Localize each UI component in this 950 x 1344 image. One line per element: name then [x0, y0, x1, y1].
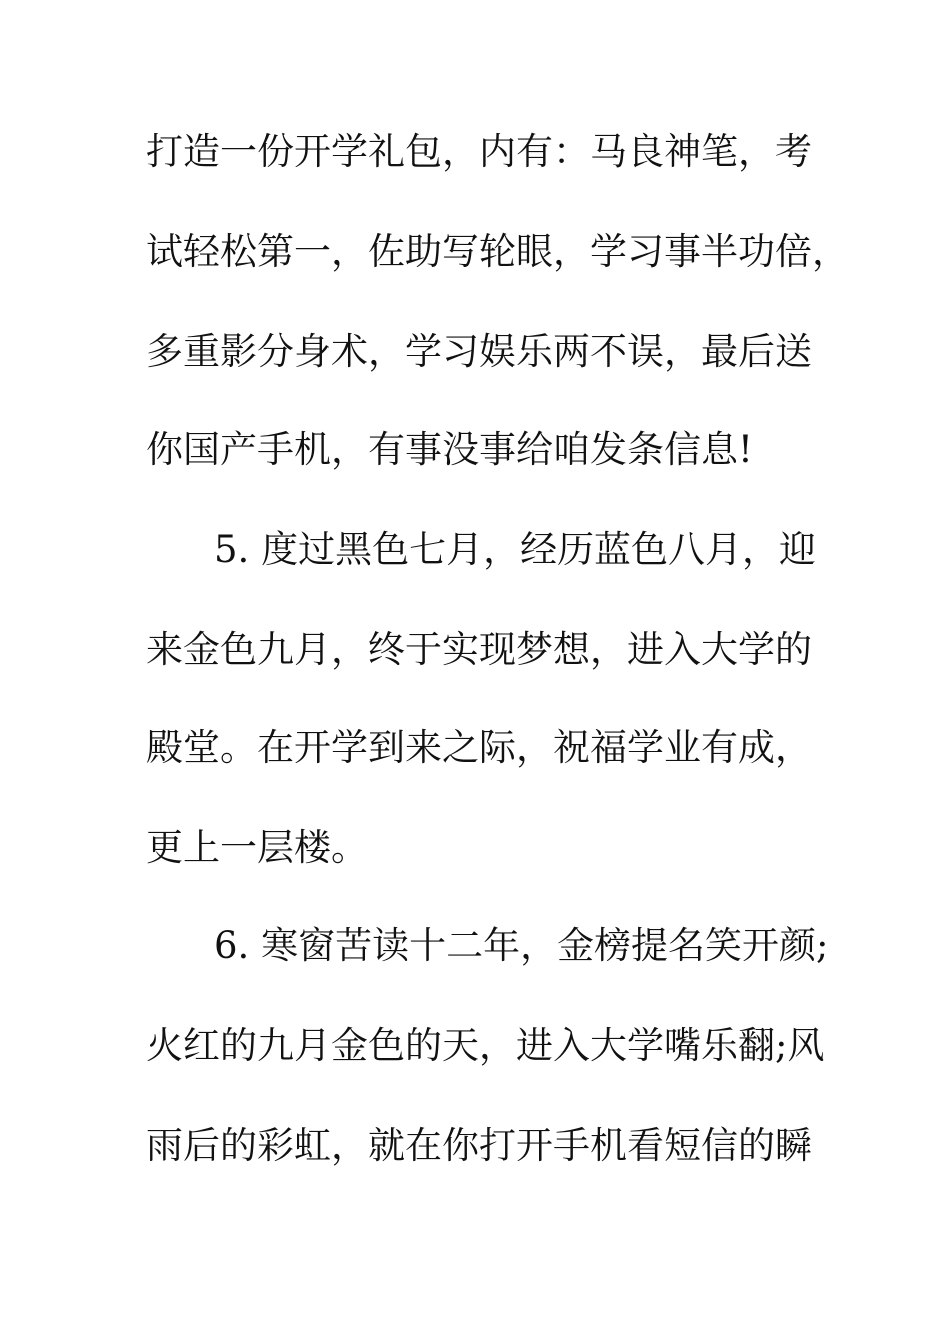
- paragraph-line: 雨后的彩虹，就在你打开手机看短信的瞬: [146, 1124, 812, 1167]
- paragraph-line: 你国产手机，有事没事给咱发条信息!: [146, 428, 753, 471]
- paragraph-line: 打造一份开学礼包，内有：马良神笔，考: [146, 130, 812, 173]
- paragraph-line-item-5: 5. 度过黑色七月，经历蓝色八月，迎: [214, 528, 817, 571]
- paragraph-line: 殿堂。在开学到来之际，祝福学业有成，: [146, 726, 812, 769]
- paragraph-line-item-6: 6. 寒窗苦读十二年，金榜提名笑开颜;: [214, 924, 829, 967]
- paragraph-line: 更上一层楼。: [146, 826, 368, 869]
- paragraph-line: 火红的九月金色的天，进入大学嘴乐翻;风: [146, 1024, 825, 1067]
- paragraph-line: 试轻松第一，佐助写轮眼，学习事半功倍，: [146, 230, 849, 273]
- paragraph-line: 多重影分身术，学习娱乐两不误，最后送: [146, 330, 812, 373]
- paragraph-line: 来金色九月，终于实现梦想，进入大学的: [146, 628, 812, 671]
